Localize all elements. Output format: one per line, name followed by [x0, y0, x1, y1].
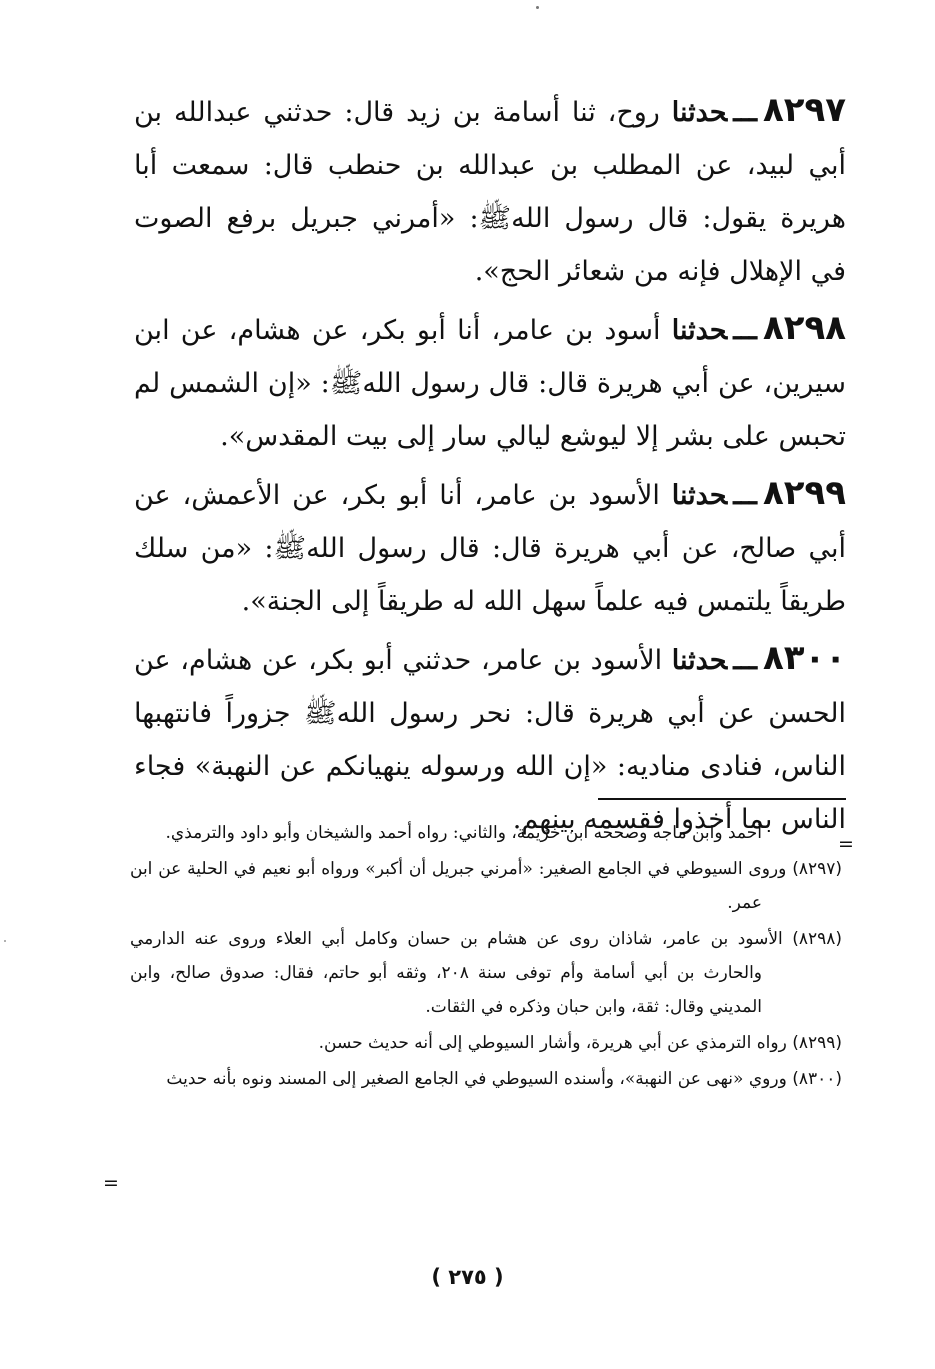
hadith-body: الأسود بن عامر، حدثني أبو بكر، عن هشام، عن الحسن عن أبي هريرة قال: نحر رسول اللهﷺ جزوراً فانتهبها الناس، فنادى مناديه: «إن الله ورسوله ينهيانكم عن النهبة» فجاء الناس بما أخذوا فقسمه بينهم. [134, 645, 846, 835]
footnote-ref: (٨٢٩٧) [792, 859, 843, 879]
separator-dash: ـــ [733, 645, 757, 676]
footnote-text: وروي «نهى عن النهبة»، وأسنده السيوطي في الجامع الصغير إلى المسند ونوه بأنه حديث [166, 1069, 787, 1089]
footnote-ref: (٨٣٠٠) [792, 1069, 842, 1089]
footnotes [130, 816, 842, 1098]
hadith-lead: حدثنا [671, 97, 728, 128]
footnote-divider [598, 798, 846, 800]
hadith-lead: حدثنا [671, 645, 728, 676]
scan-speck [4, 940, 6, 942]
hadith-8300 [134, 632, 846, 846]
footnote-ref: (٨٢٩٨) [792, 929, 842, 949]
footnote-continuation: أحمد وابن ماجه وصححه ابن خزيمة، والثاني: رواه أحمد والشيخان وأبو داود والترمذي. [165, 823, 762, 843]
footnote-text: وروى السيوطي في الجامع الصغير: «أمرني جبريل أن أكبر» ورواه أبو نعيم في الحلية عن ابن عمر. [130, 859, 787, 913]
continued-mark: = [103, 1172, 119, 1194]
hadith-8297 [134, 84, 846, 298]
hadith-body: روح، ثنا أسامة بن زيد قال: حدثني عبدالله بن أبي لبيد، عن المطلب بن عبدالله بن حنطب قال: سمعت أبا هريرة يقول: قال رسول اللهﷺ: «أمرني جبريل برفع الصوت في الإهلال فإنه من شعائر الحج». [134, 97, 846, 287]
hadith-8299 [134, 467, 846, 628]
separator-dash: ـــ [733, 480, 757, 511]
footnote-ref: (٨٢٩٩) [792, 1033, 842, 1053]
page-number: ( ٢٧٥ ) [431, 1265, 504, 1289]
continuation-mark: = [838, 833, 854, 855]
footnote-text: رواه الترمذي عن أبي هريرة، وأشار السيوطي إلى أنه حديث حسن. [318, 1033, 787, 1053]
hadith-text-body [134, 84, 846, 850]
separator-dash: ـــ [733, 97, 757, 128]
hadith-number: ٨٢٩٧ [762, 90, 846, 130]
hadith-body: الأسود بن عامر، أنا أبو بكر، عن الأعمش، عن أبي صالح، عن أبي هريرة قال: قال رسول اللهﷺ: «من سلك طريقاً يلتمس فيه علماً سهل الله له طريقاً إلى الجنة». [134, 480, 846, 617]
scan-speck [536, 6, 539, 9]
hadith-lead: حدثنا [671, 315, 728, 346]
hadith-lead: حدثنا [671, 480, 728, 511]
footnote-text: الأسود بن عامر، شاذان روى عن هشام بن حسان وكامل أبي العلاء وروى عنه الدارمي والحارث بن أبي أسامة وأم توفى سنة ٢٠٨، وثقه أبو حاتم، فقال: صدوق صالح، وابن المديني وقال: ثقة، وابن حبان وذكره في الثقات. [130, 929, 783, 1017]
footnote-8297 [130, 852, 842, 920]
separator-dash: ـــ [733, 315, 757, 346]
hadith-number: ٨٢٩٨ [762, 308, 846, 348]
footnote-8299 [130, 1026, 842, 1060]
hadith-body: أسود بن عامر، أنا أبو بكر، عن هشام، عن ابن سيرين، عن أبي هريرة قال: قال رسول اللهﷺ: «إن الشمس لم تحبس على بشر إلا ليوشع ليالي سار إلى بيت المقدس». [134, 315, 846, 452]
hadith-number: ٨٢٩٩ [762, 473, 846, 513]
footnote-8298 [130, 922, 842, 1024]
hadith-8298 [134, 302, 846, 463]
hadith-number: ٨٣٠٠ [762, 638, 846, 678]
footnote-8300 [130, 1062, 842, 1096]
